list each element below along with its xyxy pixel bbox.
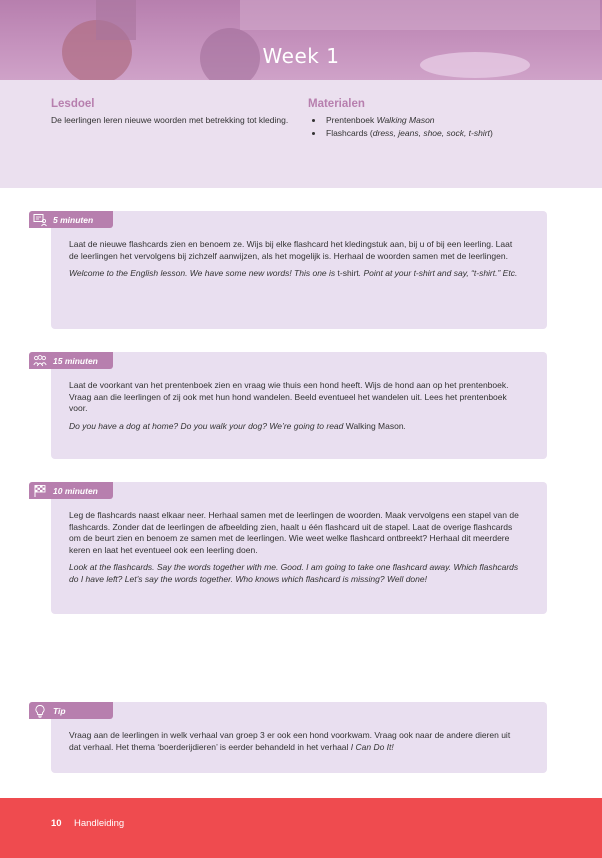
step-card-3: [51, 482, 547, 614]
intro-section: [0, 80, 602, 188]
tip-text: Vraag aan de leerlingen in welk verhaal van groep 3 er ook een hond voorkwam. Vraag ook naar de andere dieren uit dat verhaal. Het thema ‘boerderijdieren’ is eerder behandeld in het verhaal I Can Do It!: [69, 730, 511, 752]
group-icon: [33, 354, 47, 368]
presentation-icon: [33, 213, 47, 227]
duration-label: 5 minuten: [53, 214, 94, 225]
duration-tab: [29, 482, 113, 499]
lesdoel-block: [51, 98, 291, 126]
lightbulb-icon: [33, 704, 47, 718]
page-number: 10: [51, 818, 62, 829]
banner-illustration: [240, 0, 600, 30]
duration-label: 15 minuten: [53, 355, 98, 366]
materialen-block: [308, 98, 568, 140]
list-item: • Flashcards (dress, jeans, shoe, sock, t-shirt): [324, 127, 568, 140]
tip-tab: [29, 702, 113, 719]
duration-tab: [29, 211, 113, 228]
tip-card: [51, 702, 547, 773]
header-banner: [0, 0, 602, 80]
materialen-list: [308, 114, 568, 140]
tip-label: Tip: [53, 705, 66, 716]
banner-illustration: [96, 0, 136, 40]
footer-label: Handleiding: [74, 818, 125, 829]
finish-flag-icon: [33, 484, 47, 498]
step-card-1: [51, 211, 547, 329]
step-example-dialogue: Look at the flashcards. Say the words together with me. Good. I am going to take one flashcard away. Which flashcards do I have left? Let’s say the words together. Who knows which flashcard is missing? Well done!: [69, 562, 519, 584]
step-instruction: Leg de flashcards naast elkaar neer. Herhaal samen met de leerlingen de woorden. Maak vervolgens een stapel van de flashcards. Zonder dat de leerlingen de afbeelding zien, haalt u één flashcard uit de stapel. Laat de overige flashcards om de beurt zien en benoem ze samen met de leerlingen. Wie weet welke flashcard ontbreekt? Herhaal dit meerdere keren en laat het eventueel ook een leerling doen.: [69, 510, 519, 555]
step-card-2: [51, 352, 547, 459]
duration-label: 10 minuten: [53, 485, 98, 496]
list-item: • Prentenboek Walking Mason: [324, 114, 568, 127]
materialen-heading: Materialen: [308, 98, 365, 110]
step-instruction: Laat de nieuwe flashcards zien en benoem ze. Wijs bij elke flashcard het kledingstuk aan, bij u of bij een leerling. Laat de leerlingen het vervolgens bij zichzelf aanwijzen, als het mogelijk is. Herhaal de woorden samen met de leerlingen.: [69, 239, 513, 261]
duration-tab: [29, 352, 113, 369]
page-footer: [0, 798, 602, 858]
step-example-dialogue: Welcome to the English lesson. We have some new words! This one is t-shirt. Point at your t-shirt and say, “t-shirt.” Etc.: [69, 268, 518, 278]
step-instruction: Laat de voorkant van het prentenboek zien en vraag wie thuis een hond heeft. Wijs de hond aan op het prentenboek. Vraag aan die leerlingen of zij ook met hun hond wandelen. Beeld eventueel het wandelen uit. Lees het prentenboek voor.: [69, 380, 509, 413]
step-example-dialogue: Do you have a dog at home? Do you walk your dog? We’re going to read Walking Mason.: [69, 420, 406, 431]
lesdoel-text: De leerlingen leren nieuwe woorden met betrekking tot kleding.: [51, 115, 289, 125]
page-title: Week 1: [262, 44, 340, 68]
lesdoel-heading: Lesdoel: [51, 98, 95, 110]
